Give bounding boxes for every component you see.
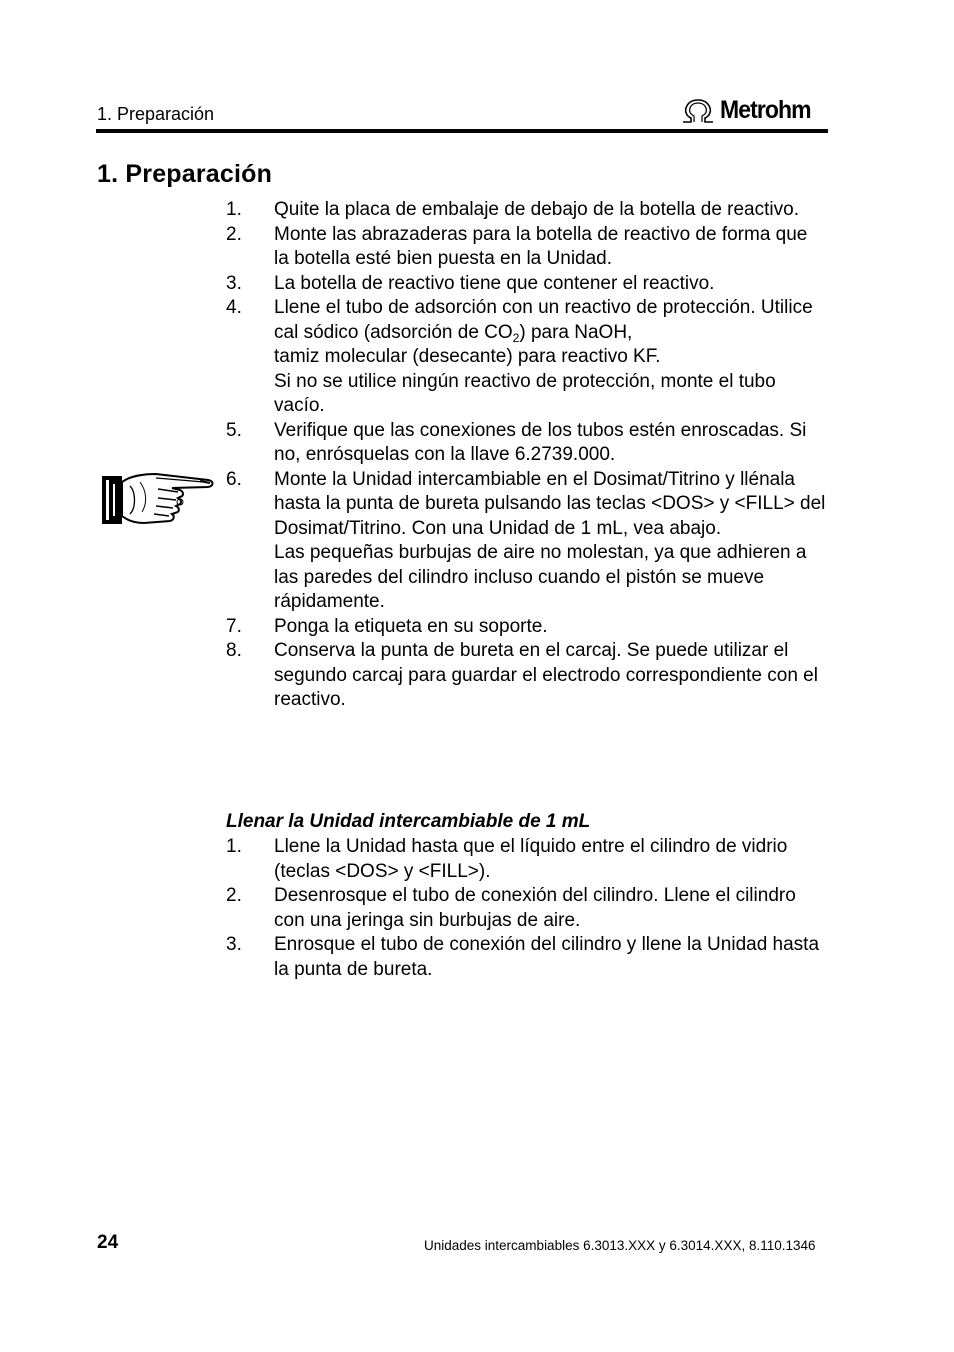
list-text: Enrosque el tubo de conexión del cilindro y llene la Unidad hasta la punta de bureta. bbox=[274, 934, 820, 980]
list-item bbox=[226, 884, 826, 933]
list-item bbox=[226, 296, 826, 419]
section-title: 1. Preparación bbox=[97, 160, 273, 188]
list-number: 4. bbox=[226, 297, 242, 318]
list-text: Quite la placa de embalaje de debajo de la botella de reactivo. bbox=[274, 199, 799, 220]
co2-subscript: 2 bbox=[512, 330, 520, 345]
list-text-note: Las pequeñas burbujas de aire no molestan, ya que adhieren a las paredes del cilindro incluso cuando el pistón se mueve rápidamente. bbox=[274, 542, 807, 612]
list-text: Monte la Unidad intercambiable en el Dosimat/Titrino y llénala hasta la punta de bureta pulsando las teclas <DOS> y <FILL> del Dosimat/Titrino. Con una Unidad de 1 mL, vea abajo. bbox=[274, 468, 826, 539]
list-text: Desenrosque el tubo de conexión del cilindro. Llene el cilindro con una jeringa sin burbujas de aire. bbox=[274, 885, 796, 931]
co2-line-after: ) para NaOH, bbox=[519, 321, 633, 343]
co2-line-before: cal sódico (adsorción de CO bbox=[274, 321, 513, 343]
list-text: Llene el tubo de adsorción con un reactivo de protección. Utilice bbox=[274, 297, 813, 318]
list-text: Llene la Unidad hasta que el líquido entre el cilindro de vidrio (teclas <DOS> y <FILL>). bbox=[274, 836, 788, 882]
list-number: 3. bbox=[226, 272, 242, 294]
pointing-hand-icon bbox=[100, 468, 216, 528]
list-text: Monte las abrazaderas para la botella de reactivo de forma que la botella esté bien puesta en la Unidad. bbox=[274, 223, 808, 269]
list-item bbox=[226, 223, 826, 272]
co2-line bbox=[274, 321, 826, 346]
list-number: 7. bbox=[226, 615, 242, 637]
list-number: 6. bbox=[226, 468, 242, 490]
list-item bbox=[226, 933, 826, 982]
list-item bbox=[226, 615, 826, 640]
logo-text: Metrohm bbox=[720, 96, 811, 124]
list-number: 1. bbox=[226, 836, 242, 857]
list-text: Ponga la etiqueta en su soporte. bbox=[274, 615, 548, 637]
running-header-title: 1. Preparación bbox=[97, 104, 215, 124]
list-item bbox=[226, 419, 826, 468]
omega-logo-icon bbox=[680, 97, 716, 125]
list-text: Conserva la punta de bureta en el carcaj. Se puede utilizar el segundo carcaj para guardar el electrodo correspondiente con el reactivo. bbox=[274, 640, 818, 710]
list-number: 8. bbox=[226, 640, 242, 661]
list-text-extra: Si no se utilice ningún reactivo de protección, monte el tubo vacío. bbox=[274, 370, 776, 416]
page-number: 24 bbox=[97, 1232, 119, 1253]
list-item bbox=[226, 639, 826, 713]
fill-section-heading: Llenar la Unidad intercambiable de 1 mL bbox=[226, 811, 591, 832]
list-number: 3. bbox=[226, 934, 242, 955]
fill-steps bbox=[226, 835, 826, 982]
list-item bbox=[226, 468, 826, 615]
list-number: 5. bbox=[226, 419, 242, 441]
list-number: 1. bbox=[226, 199, 242, 220]
list-text-extra: tamiz molecular (desecante) para reactivo KF. bbox=[274, 346, 661, 367]
list-item bbox=[226, 272, 826, 297]
list-text: Verifique que las conexiones de los tubos estén enroscadas. Si no, enrósquelas con la llave 6.2739.000. bbox=[274, 419, 807, 465]
list-item bbox=[226, 198, 826, 223]
list-number: 2. bbox=[226, 885, 242, 906]
list-item bbox=[226, 835, 826, 884]
metrohm-logo bbox=[680, 96, 819, 125]
preparation-steps bbox=[226, 198, 826, 713]
list-text: La botella de reactivo tiene que contener el reactivo. bbox=[274, 272, 715, 294]
header-rule bbox=[96, 129, 828, 133]
list-number: 2. bbox=[226, 223, 242, 245]
footer-document-ref: Unidades intercambiables 6.3013.XXX y 6.3014.XXX, 8.110.1346 bbox=[424, 1238, 816, 1253]
